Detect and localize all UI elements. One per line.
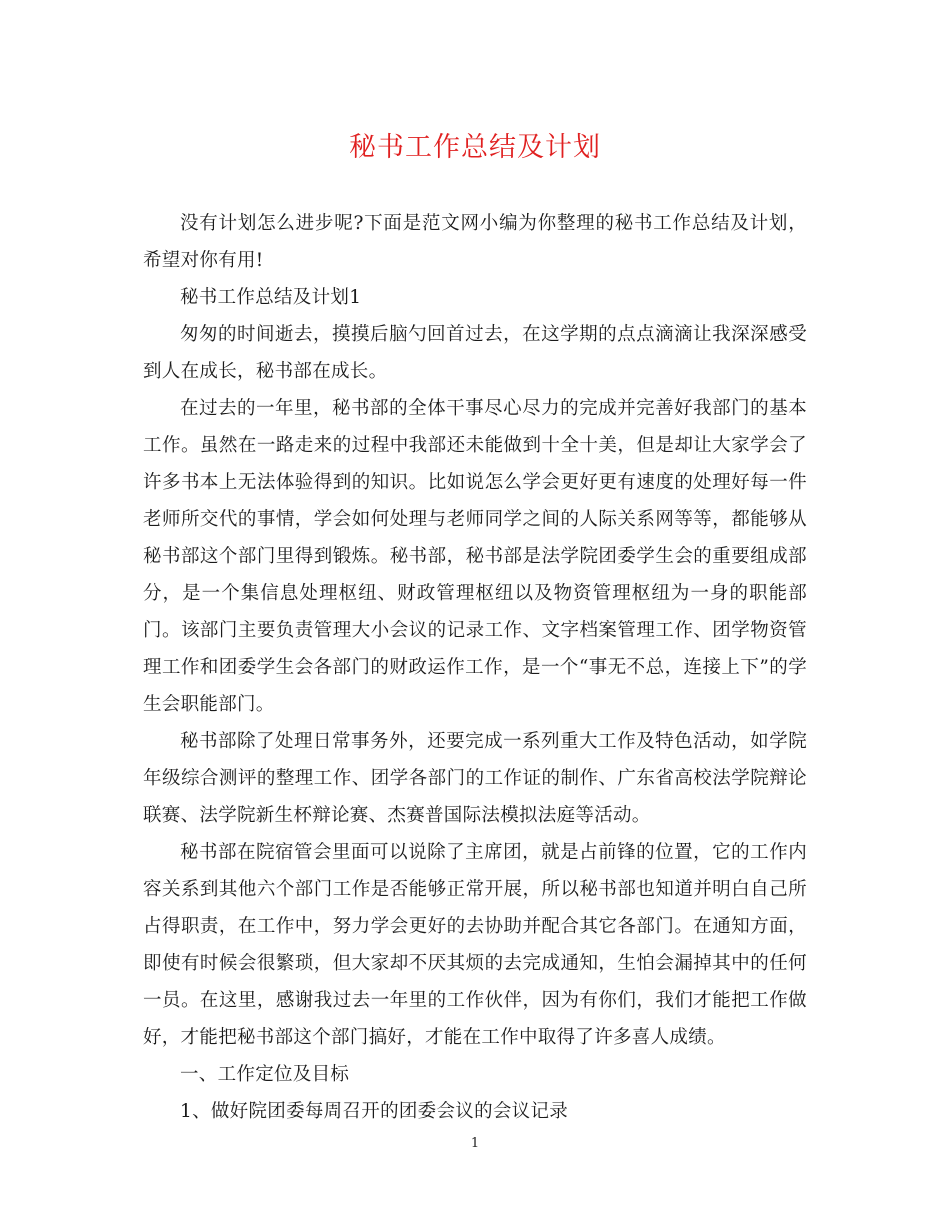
list-item: 1、做好院团委每周召开的团委会议的会议记录	[180, 1101, 569, 1122]
body-paragraph: 秘书部除了处理日常事务外，还要完成一系列重大工作及特色活动，如学院年级综合测评的整理工作、团学各部门的工作证的制作、广东省高校法学院辩论联赛、法学院新生杯辩论赛、杰赛普国际法模拟法庭等活动。	[143, 731, 807, 826]
document-title: 秘书工作总结及计划	[349, 132, 601, 163]
body-paragraph: 匆匆的时间逝去，摸摸后脑勺回首过去，在这学期的点点滴滴让我深深感受到人在成长，秘书部在成长。	[143, 324, 807, 382]
intro-paragraph: 没有计划怎么进步呢?下面是范文网小编为你整理的秘书工作总结及计划，希望对你有用!	[143, 213, 807, 271]
document-body	[143, 205, 807, 1130]
page-number: 1	[470, 1136, 480, 1151]
body-paragraph: 在过去的一年里，秘书部的全体干事尽心尽力的完成并完善好我部门的基本工作。虽然在一路走来的过程中我部还未能做到十全十美，但是却让大家学会了许多书本上无法体验得到的知识。比如说怎么学会更好更有速度的处理好每一件老师所交代的事情，学会如何处理与老师同学之间的人际关系网等等，都能够从秘书部这个部门里得到锻炼。秘书部，秘书部是法学院团委学生会的重要组成部分，是一个集信息处理枢纽、财政管理枢纽以及物资管理枢纽为一身的职能部门。该部门主要负责管理大小会议的记录工作、文字档案管理工作、团学物资管理工作和团委学生会各部门的财政运作工作，是一个“事无不总，连接上下”的学生会职能部门。	[143, 398, 807, 715]
section-heading: 秘书工作总结及计划1	[180, 287, 362, 308]
body-paragraph: 秘书部在院宿管会里面可以说除了主席团，就是占前锋的位置，它的工作内容关系到其他六个部门工作是否能够正常开展，所以秘书部也知道并明白自己所占得职责，在工作中，努力学会更好的去协助并配合其它各部门。在通知方面，即使有时候会很繁琐，但大家却不厌其烦的去完成通知，生怕会漏掉其中的任何一员。在这里，感谢我过去一年里的工作伙伴，因为有你们，我们才能把工作做好，才能把秘书部这个部门搞好，才能在工作中取得了许多喜人成绩。	[143, 842, 807, 1048]
subsection-heading: 一、工作定位及目标	[180, 1064, 350, 1085]
